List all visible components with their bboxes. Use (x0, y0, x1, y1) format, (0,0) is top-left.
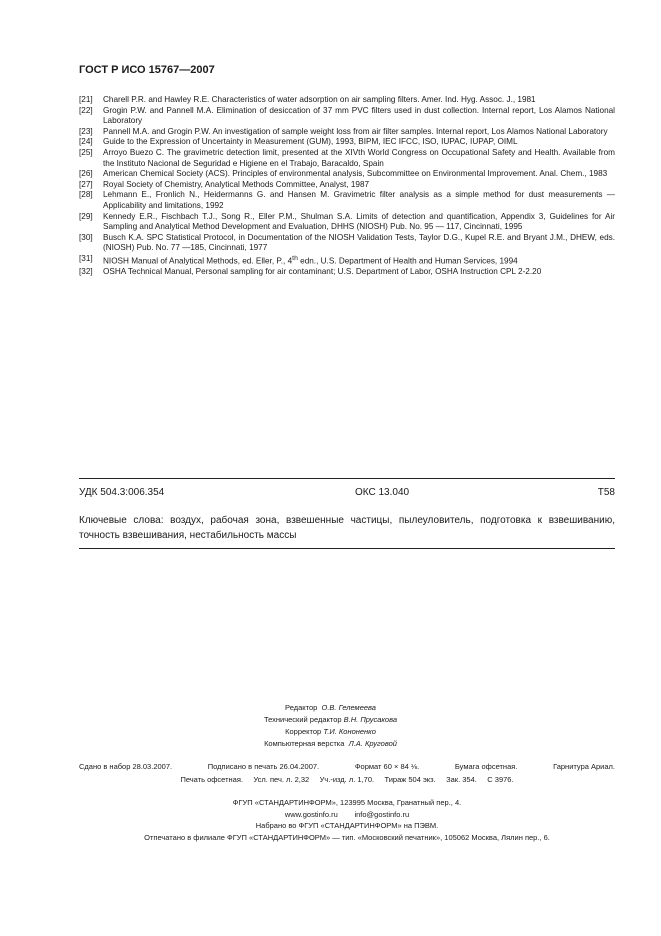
reference-number: [32] (79, 267, 93, 277)
reference-item (79, 267, 615, 278)
reference-text: Lehmann E., Fronlich N., Heidermanns G. and Hansen M. Gravimetric filter analysis as a simple method for dust measurements — Applicability and limitations, 1992 (103, 190, 615, 210)
reference-text-part: edn., U.S. Department of Health and Human Services, 1994 (297, 256, 518, 266)
publication-line-1 (79, 760, 615, 773)
reference-number: [23] (79, 126, 93, 136)
reference-text: Charell P.R. and Hawley R.E. Characteristics of water adsorption on air sampling filters. Amer. Ind. Hyg. Assoc. J., 1981 (103, 95, 536, 104)
reference-number: [22] (79, 105, 93, 115)
reference-text: Royal Society of Chemistry, Analytical Methods Committee, Analyst, 1987 (103, 179, 370, 189)
credit-editor (0, 702, 661, 714)
reference-item (79, 127, 615, 138)
keywords: Ключевые слова: воздух, рабочая зона, взвешенные частицы, пылеуловитель, подготовка к взвешиванию, точность взвешивания, нестабильность массы (79, 515, 615, 541)
credit-name: Т.И. Кононенко (323, 727, 376, 736)
reference-number: [29] (79, 211, 93, 221)
reference-item (79, 212, 615, 233)
reference-number: [24] (79, 137, 93, 147)
classifier-code: Т58 (597, 487, 615, 498)
references-list (79, 95, 615, 278)
reference-item (79, 148, 615, 169)
reference-number: [21] (79, 95, 93, 104)
printing-info (79, 797, 615, 843)
credit-tech-editor (0, 714, 661, 726)
printing-line-2 (79, 809, 615, 821)
reference-item (79, 180, 615, 191)
reference-text-part: NIOSH Manual of Analytical Methods, ed. Eller, P., 4 (103, 256, 293, 266)
credit-name: Л.А. Круговой (348, 739, 397, 748)
reference-number: [30] (79, 232, 93, 242)
credit-name: О.В. Гелемеева (321, 703, 376, 712)
superscript: th (292, 254, 298, 262)
printing-line-1: ФГУП «СТАНДАРТИНФОРМ», 123995 Москва, Гранатный пер., 4. (232, 798, 462, 807)
pub-field: Подписано в печать 26.04.2007. (207, 762, 320, 771)
reference-text: Kennedy E.R., Fischbach T.J., Song R., Eller P.M., Shulman S.A. Limits of detection and quantification, Appendix 3, Guidelines for Air Sampling and Analytical Method Development and Evaluation, DHHS (NIOSH) Pub. No. 95 — 117, Cincinnati, 1995 (103, 211, 615, 232)
credit-label: Корректор (285, 727, 322, 736)
reference-number: [31] (79, 253, 93, 263)
website-link: www.gostinfo.ru (284, 809, 338, 819)
publication-line-2: Печать офсетная. Усл. печ. л. 2,32 Уч.-изд. л. 1,70. Тираж 504 экз. Зак. 354. С 3976. (180, 775, 514, 784)
reference-item (79, 137, 615, 148)
reference-text: Grogin P.W. and Pannell M.A. Elimination of desiccation of 37 mm PVC filters used in dust collection. Internal report, Los Alamos National Laboratory (103, 105, 615, 126)
reference-item (79, 254, 615, 267)
reference-number: [26] (79, 169, 93, 179)
reference-item (79, 106, 615, 127)
classification-row (79, 487, 615, 498)
reference-text: OSHA Technical Manual, Personal sampling for air contaminant; U.S. Department of Labor, OSHA Instruction CPL 2-2.20 (103, 267, 542, 277)
credits-block (0, 702, 661, 750)
udk-code: УДК 504.3:006.354 (79, 487, 165, 498)
reference-text: Busch K.A. SPC Statistical Protocol, in Documentation of the NIOSH Validation Tests, Taylor D.G., Kupel R.E. and Bryant J.M., DHEW, eds. (NIOSH) Pub. No. 77 —185, Cincinnati, 1977 (103, 232, 615, 253)
email-link: info@gostinfo.ru (354, 809, 410, 819)
credit-layout (0, 738, 661, 750)
printing-line-4: Отпечатано в филиале ФГУП «СТАНДАРТИНФОРМ» — тип. «Московский печатник», 105062 Москва, Лялин пер., 6. (144, 832, 550, 842)
reference-text: Guide to the Expression of Uncertainty in Measurement (GUM), 1993, BIPM, IEC IFCC, ISO, IUPAC, IUPAP, OIML (103, 137, 518, 147)
reference-item (79, 95, 615, 106)
credit-name: В.Н. Прусакова (343, 715, 398, 724)
credit-label: Редактор (285, 703, 318, 712)
reference-text: American Chemical Society (ACS). Principles of environmental analysis, Subcommittee on Environmental Improvement. Anal. Chem., 1983 (103, 169, 608, 179)
pub-field: Бумага офсетная. (454, 762, 518, 771)
pub-field: Формат 60 × 84 ⅛. (354, 762, 420, 771)
publication-info (79, 760, 615, 786)
reference-item (79, 190, 615, 211)
document-header: ГОСТ Р ИСО 15767—2007 (79, 64, 215, 76)
pub-field: Сдано в набор 28.03.2007. (79, 762, 173, 771)
reference-number: [27] (79, 179, 93, 189)
divider-bottom (79, 548, 615, 549)
reference-number: [25] (79, 147, 93, 157)
divider-top (79, 478, 615, 479)
reference-number: [28] (79, 190, 93, 200)
credit-corrector (0, 726, 661, 738)
reference-item (79, 233, 615, 254)
pub-field: Гарнитура Ариал. (553, 762, 615, 771)
oks-code: ОКС 13.040 (355, 487, 410, 498)
reference-text (103, 254, 615, 267)
reference-item (79, 169, 615, 180)
credit-label: Компьютерная верстка (264, 739, 345, 748)
credit-label: Технический редактор (263, 715, 342, 724)
printing-line-3: Набрано во ФГУП «СТАНДАРТИНФОРМ» на ПЭВМ. (255, 821, 439, 830)
reference-text: Pannell M.A. and Grogin P.W. An investigation of sample weight loss from air filter samples. Internal report, Los Alamos National Laboratory (103, 126, 608, 136)
reference-text: Arroyo Buezo C. The gravimetric detection limit, presented at the XIVth World Congress on Occupational Safety and Health. Available from the Instituto Nacional de Seguridad e Higiene en el Trabajo, Baracaldo, Spain (103, 147, 615, 168)
